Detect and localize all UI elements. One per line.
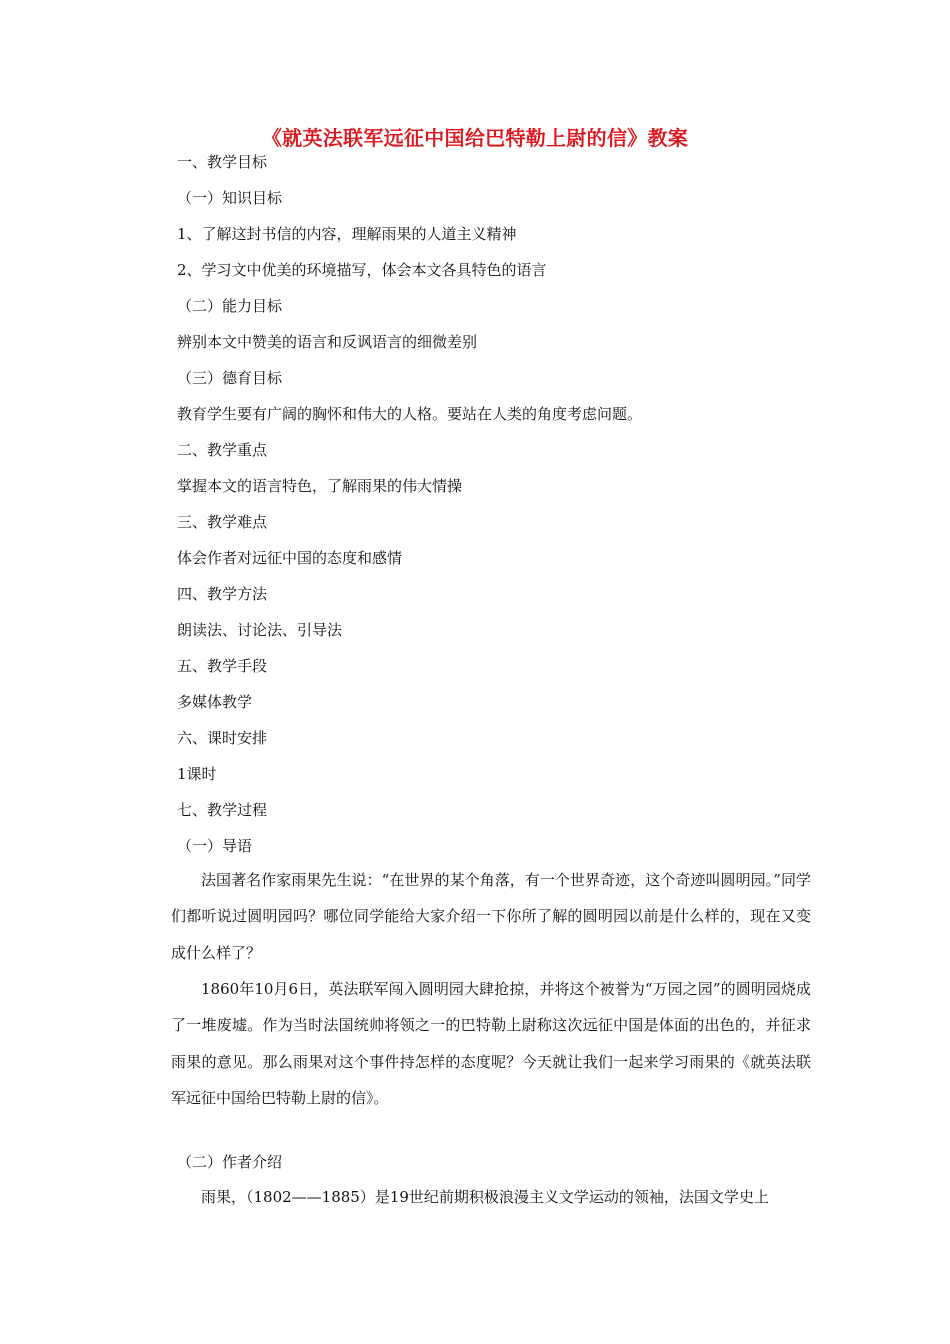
subheading-moral-goals: （三）德育目标 [177,369,283,387]
subheading-ability-goals: （二）能力目标 [177,297,283,315]
text-line: 1、了解这封书信的内容，理解雨果的人道主义精神 [177,225,517,243]
paragraph-intro: 法国著名作家雨果先生说：“在世界的某个角落，有一个世界奇迹，这个奇迹叫圆明园。”同学们都听说过圆明园吗？哪位同学能给大家介绍一下你所了解的圆明园以前是什么样的，现在又变成什么样了？ [171,871,811,962]
text-line: 教育学生要有广阔的胸怀和伟大的人格。要站在人类的角度考虑问题。 [177,405,643,423]
paragraph-author: 雨果，（1802——1885）是19世纪前期积极浪漫主义文学运动的领袖，法国文学史上 [201,1188,769,1206]
subheading-intro: （一）导语 [177,837,253,855]
text-line: 2、学习文中优美的环境描写，体会本文各具特色的语言 [177,261,547,279]
heading-means: 五、教学手段 [177,657,268,675]
text-line: 多媒体教学 [177,693,253,711]
subheading-knowledge-goals: （一）知识目标 [177,189,283,207]
document-title: 《就英法联军远征中国给巴特勒上尉的信》教案 [261,126,689,150]
heading-schedule: 六、课时安排 [177,729,268,747]
heading-key-points: 二、教学重点 [177,441,268,459]
heading-teaching-goals: 一、教学目标 [177,153,268,171]
paragraph-history: 1860年10月6日，英法联军闯入圆明园大肆抢掠，并将这个被誉为“万园之园”的圆明园烧成了一堆废墟。作为当时法国统帅将领之一的巴特勒上尉称这次远征中国是体面的出色的，并征求雨果的意见。那么雨果对这个事件持怎样的态度呢？今天就让我们一起来学习雨果的《就英法联军远征中国给巴特勒上尉的信》。 [171,980,811,1107]
text-line: 1课时 [177,765,217,783]
subheading-author: （二）作者介绍 [177,1153,283,1171]
text-line: 体会作者对远征中国的态度和感情 [177,549,403,567]
heading-methods: 四、教学方法 [177,585,268,603]
text-line: 掌握本文的语言特色，了解雨果的伟大情操 [177,477,463,495]
heading-process: 七、教学过程 [177,801,268,819]
heading-difficulties: 三、教学难点 [177,513,268,531]
text-line: 辨别本文中赞美的语言和反讽语言的细微差别 [177,333,478,351]
text-line: 朗读法、讨论法、引导法 [177,621,343,639]
